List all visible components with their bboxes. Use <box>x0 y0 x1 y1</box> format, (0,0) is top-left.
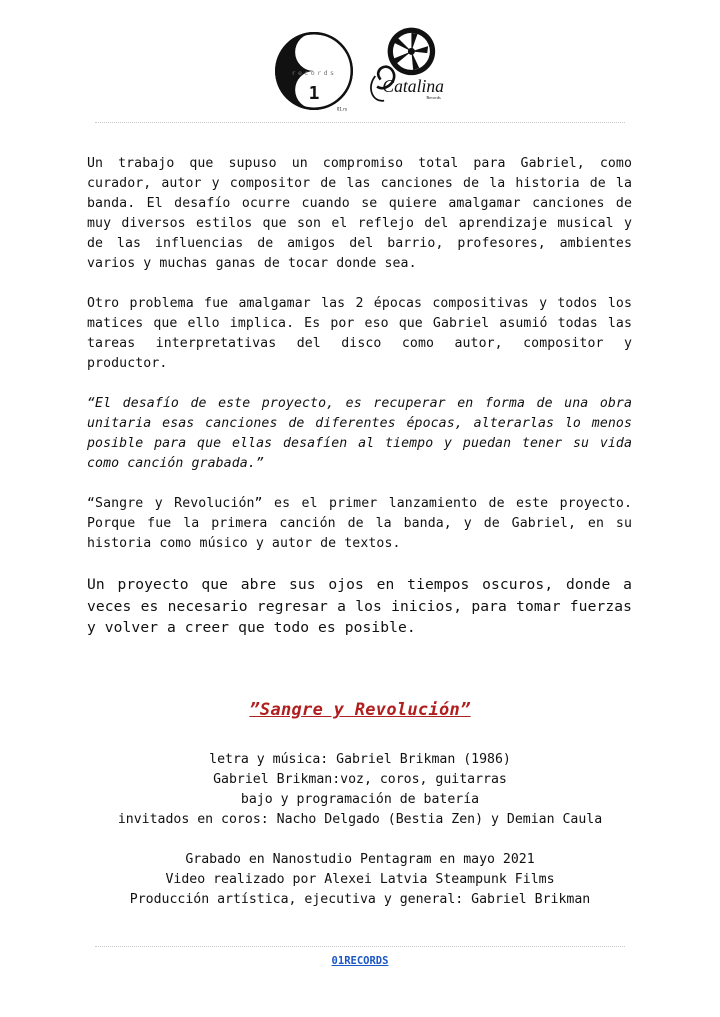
credit-line: Gabriel Brikman:voz, coros, guitarras <box>213 772 507 787</box>
header-divider <box>95 122 625 123</box>
footer-divider <box>95 946 625 947</box>
paragraph-release: “Sangre y Revolución” es el primer lanzamiento de este proyecto. Porque fue la primera canción de la banda, y de Gabriel, en su historia como músico y autor de textos. <box>87 496 632 551</box>
logo-digit-top: 0 <box>308 41 320 63</box>
credit-line: invitados en coros: Nacho Delgado (Bestia Zen) y Demian Caula <box>117 812 603 827</box>
page-header <box>0 22 720 112</box>
paragraph-quote: “El desafío de este proyecto, es recuperar en forma de una obra unitaria esas canciones de diferentes épocas, alterarlas lo menos posible para que ellas desafíen al tiempo y puedan tener su vida como canción grabada.” <box>87 396 632 471</box>
credits-block-music <box>0 750 720 830</box>
logo-small-text: 01.rs <box>336 106 348 112</box>
paragraph-epochs: Otro problema fue amalgamar las 2 épocas compositivas y todos los matices que ello implica. Es por eso que Gabriel asumió todas las tareas interpretativas del disco como autor, compositor y productor. <box>87 296 632 371</box>
footer-01records-link[interactable]: 01RECORDS <box>331 955 389 967</box>
credit-line: letra y música: Gabriel Brikman (1986) <box>209 752 511 767</box>
song-title: ”Sangre y Revolución” <box>249 700 471 720</box>
credit-line: Video realizado por Alexei Latvia Steampunk Films <box>165 872 555 887</box>
catalina-logo <box>362 25 452 113</box>
catalina-logo-name: Catalina <box>382 75 444 96</box>
credit-line: Grabado en Nanostudio Pentagram en mayo 2021 <box>185 852 535 867</box>
article-body <box>87 154 632 659</box>
logo-side-text: records <box>291 69 337 78</box>
credits-block-production <box>0 850 720 910</box>
01records-logo <box>273 30 355 112</box>
credit-line: Producción artística, ejecutiva y general: Gabriel Brikman <box>129 892 591 907</box>
paragraph-intro: Un trabajo que supuso un compromiso total para Gabriel, como curador, autor y compositor de las canciones de la historia de la banda. El desafío ocurre cuando se quiere amalgamar canciones de muy diversos estilos que son el reflejo del aprendizaje musical y de las influencias de amigos del barrio, profesores, ambientes varios y muchas ganas de tocar donde sea. <box>87 156 632 271</box>
credit-line: bajo y programación de batería <box>240 792 480 807</box>
catalina-logo-sub: Records <box>426 94 441 100</box>
paragraph-closing: Un proyecto que abre sus ojos en tiempos oscuros, donde a veces es necesario regresar a los inicios, para tomar fuerzas y volver a creer que todo es posible. <box>87 576 632 636</box>
logo-digit-bottom: 1 <box>308 82 320 104</box>
